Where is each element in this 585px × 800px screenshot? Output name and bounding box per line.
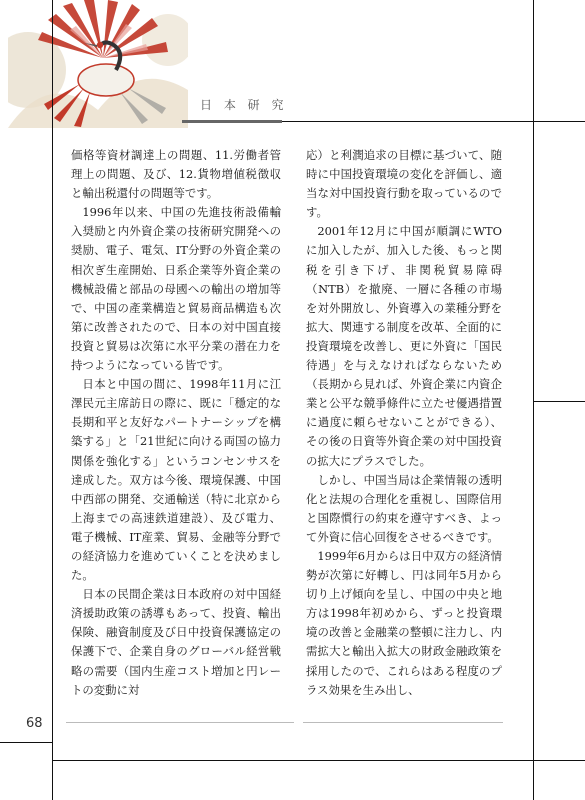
left-margin-rule bbox=[52, 0, 53, 800]
page-number-rule bbox=[0, 742, 52, 743]
paragraph: しかし、中国当局は企業情報の透明化と法規の合理化を重視し、国際信用と国際慣行の約束を遵守すべき、よって外資に信心回復をさせるべきです。 bbox=[306, 472, 502, 544]
left-column-bottom-rule bbox=[66, 722, 294, 723]
right-text-column bbox=[306, 146, 502, 700]
section-title: 日 本 研 究 bbox=[200, 98, 288, 112]
right-edge-tick bbox=[533, 401, 585, 402]
right-column-bottom-rule bbox=[303, 722, 503, 723]
paragraph: 1996年以来、中国の先進技術設備輸入奨励と内外資企業の技術研究開発への奨励、電子、電気、IT分野の外資企業の相次ぎ生産開始、日系企業等外資企業の機械設備と部品の母國への輸出の増加等で、中国の產業構造と貿易商品構造も次第に改善されたので、日本の対中国直接投資と貿易は次第に水平分業の潜在力を持つようになっている皆です。 bbox=[71, 205, 281, 373]
paragraph: 日本と中国の間に、1998年11月に江澤民元主席訪日の際に、既に「穩定的な長期和平と友好なパートナーシップを構築する」と「21世紀に向ける両国の協力関係を強化する」というコンセンサスを達成した。双方は今後、環境保護、中国中西部の開発、交通輸送（特に北京から上海までの高速鉄道建設）、及び電力、電子機械、IT産業、貿易、金融等分野での経済協力を進めていくことを決めました。 bbox=[71, 377, 281, 583]
footer-rule bbox=[52, 760, 585, 761]
paragraph: 日本の民間企業は日本政府の対中国経済援助政策の誘導もあって、投資、輸出保険、融資制度及び日中投資保護協定の保護下で、企業自身のグローバル経営戦略の需要（国内生産コスト増加と円レートの変動に対 bbox=[71, 587, 281, 697]
header-rule-accent bbox=[182, 120, 282, 123]
right-margin-rule bbox=[533, 0, 534, 800]
paragraph: 1999年6月からは日中双方の経済情勢が次第に好轉し、円は同年5月から切り上げ傾向を呈し、中国の中央と地方は1998年初めから、ずっと投資環境の改善と金融業の整頓に注力し、内需拡大と輸出入拡大の財政金融政策を採用したので、これらはある程度のプラス効果を生み出し、 bbox=[306, 548, 502, 697]
crane-emblem-icon bbox=[8, 0, 188, 128]
paragraph: 2001年12月に中国が順調にWTOに加入したが、加入した後、もっと関税を引き下げ、非関税貿易障碍（NTB）を撤廃、一層に各種の市場を対外開放し、外資導入の業種分野を拡大、関連する制度を改革、全面的に投資環境を改善し、更に外資に「国民待遇」を与えなければならないため（長期から見れば、外資企業に内資企業と公平な競爭條件に立たせ優遇措置に過度に頼らせないことができる）、その後の日資等外資企業の対中国投資の拡大にプラスでした。 bbox=[306, 224, 502, 468]
page-number: 68 bbox=[26, 716, 43, 731]
paragraph: 応）と利潤追求の目標に基づいて、随時に中国投資環境の変化を評価し、適当な対中国投資行動を取っているのです。 bbox=[306, 148, 502, 220]
left-text-column bbox=[71, 146, 281, 700]
paragraph: 価格等資材調達上の問題、11.労働者管理上の問題、及び、12.貨物増値税徴収と輸出税還付の問題等です。 bbox=[71, 148, 281, 201]
